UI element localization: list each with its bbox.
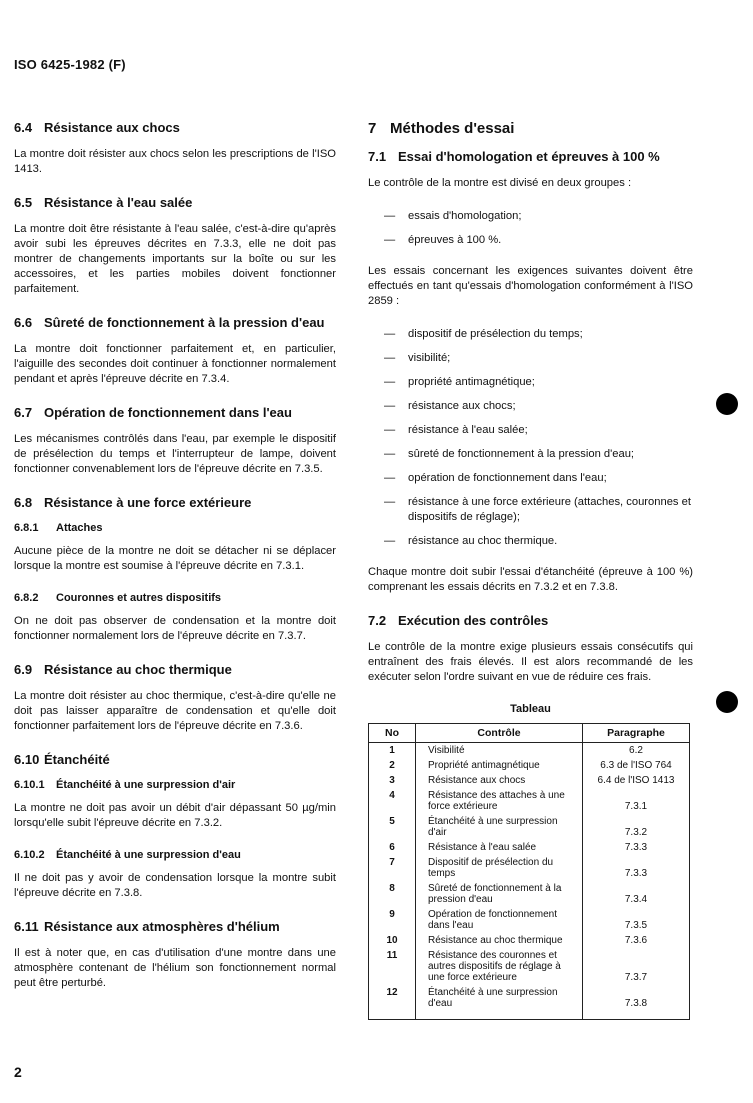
row-paragraph: 7.3.8 <box>583 985 690 1011</box>
table-row <box>369 985 690 1011</box>
list-item: — opération de fonctionnement dans l'eau; <box>384 472 607 484</box>
table-row <box>369 814 690 840</box>
row-number: 5 <box>369 814 416 840</box>
section-6-9-body: La montre doit résister au choc thermique, c'est-à-dire qu'elle ne doit pas laisser apparaître de condensation et qu'elle doit fonctionner parfaitement lors de l'épreuve décrite en 7.3.6. <box>14 690 336 732</box>
row-paragraph: 7.3.3 <box>583 855 690 881</box>
row-number: 3 <box>369 773 416 788</box>
table-row <box>369 788 690 814</box>
row-paragraph: 6.2 <box>583 743 690 759</box>
column-header-control: Contrôle <box>416 724 583 743</box>
row-control: Étanchéité à une surpression d'eau <box>416 985 583 1011</box>
row-control: Résistance des couronnes et autres dispositifs de réglage à une force extérieure <box>416 948 583 985</box>
section-6-11-heading: 6.11 Résistance aux atmosphères d'hélium <box>14 919 280 934</box>
row-number: 6 <box>369 840 416 855</box>
section-7-1-para3: Chaque montre doit subir l'essai d'étanchéité (épreuve à 100 %) comprenant les essais décrits en 7.3.2 et en 7.3.8. <box>368 566 693 593</box>
left-column <box>14 120 336 1009</box>
list-item: — visibilité; <box>384 352 451 364</box>
row-number: 4 <box>369 788 416 814</box>
table-row <box>369 758 690 773</box>
section-6-10-2-body: Il ne doit pas y avoir de condensation lorsque la montre subit l'épreuve décrite en 7.3.8. <box>14 872 336 899</box>
row-control: Visibilité <box>416 743 583 759</box>
list-item: — essais d'homologation; <box>384 210 522 222</box>
row-paragraph: 6.3 de l'ISO 764 <box>583 758 690 773</box>
column-header-paragraph: Paragraphe <box>583 724 690 743</box>
requirement-list <box>368 327 693 549</box>
document-header: ISO 6425-1982 (F) <box>14 57 126 72</box>
row-paragraph: 6.4 de l'ISO 1413 <box>583 773 690 788</box>
section-6-5-body: La montre doit être résistante à l'eau salée, c'est-à-dire qu'après avoir subi les épreuves décrites en 7.3.3, elle ne doit pas montrer de changements importants sur la boîte ou sur les accessoires, et les parties mobiles doivent fonctionner parfaitement. <box>14 223 336 295</box>
table-header-row <box>369 724 690 743</box>
row-paragraph: 7.3.3 <box>583 840 690 855</box>
table-row <box>369 840 690 855</box>
list-item: — résistance aux chocs; <box>384 400 516 412</box>
row-paragraph: 7.3.5 <box>583 907 690 933</box>
section-6-4-heading: 6.4 Résistance aux chocs <box>14 120 180 135</box>
row-control: Dispositif de présélection du temps <box>416 855 583 881</box>
row-control: Étanchéité à une surpression d'air <box>416 814 583 840</box>
row-number: 9 <box>369 907 416 933</box>
section-7-2-heading: 7.2 Exécution des contrôles <box>368 613 549 628</box>
section-6-10-2-heading: 6.10.2 Étanchéité à une surpression d'eau <box>14 849 241 861</box>
section-6-6-heading: 6.6 Sûreté de fonctionnement à la pression d'eau <box>14 315 325 330</box>
table-row <box>369 948 690 985</box>
table-row <box>369 743 690 759</box>
section-6-8-heading: 6.8 Résistance à une force extérieure <box>14 495 252 510</box>
section-6-11-body: Il est à noter que, en cas d'utilisation d'une montre dans une atmosphère contenant de l'hélium son fonctionnement normal peut être perturbé. <box>14 947 336 989</box>
row-number: 8 <box>369 881 416 907</box>
row-control: Résistance à l'eau salée <box>416 840 583 855</box>
control-table <box>368 723 690 1020</box>
table-row <box>369 933 690 948</box>
column-header-no: No <box>369 724 416 743</box>
section-7-1-heading: 7.1 Essai d'homologation et épreuves à 100 % <box>368 149 660 164</box>
table-row <box>369 881 690 907</box>
list-item: — propriété antimagnétique; <box>384 376 535 388</box>
table-row <box>369 773 690 788</box>
section-6-9-heading: 6.9 Résistance au choc thermique <box>14 662 232 677</box>
right-column <box>368 120 693 1020</box>
row-number: 10 <box>369 933 416 948</box>
row-number: 12 <box>369 985 416 1011</box>
row-control: Résistance aux chocs <box>416 773 583 788</box>
section-7-1-para2: Les essais concernant les exigences suivantes doivent être effectués en tant qu'essais d'homologation conformément à l'ISO 2859 : <box>368 265 693 307</box>
section-7-heading: 7 Méthodes d'essai <box>368 120 515 137</box>
section-6-8-2-heading: 6.8.2 Couronnes et autres dispositifs <box>14 592 222 604</box>
page-number: 2 <box>14 1064 22 1080</box>
table-row <box>369 907 690 933</box>
row-control: Opération de fonctionnement dans l'eau <box>416 907 583 933</box>
row-paragraph: 7.3.7 <box>583 948 690 985</box>
row-paragraph: 7.3.1 <box>583 788 690 814</box>
section-6-10-1-body: La montre ne doit pas avoir un débit d'air dépassant 50 µg/min lorsqu'elle subit l'épreuve décrite en 7.3.2. <box>14 802 336 829</box>
row-paragraph: 7.3.4 <box>583 881 690 907</box>
row-control: Résistance des attaches à une force extérieure <box>416 788 583 814</box>
row-paragraph: 7.3.2 <box>583 814 690 840</box>
row-number: 1 <box>369 743 416 759</box>
list-item: — résistance à l'eau salée; <box>384 424 528 436</box>
section-6-8-2-body: On ne doit pas observer de condensation et la montre doit fonctionner normalement lors de l'épreuve décrite en 7.3.7. <box>14 615 336 642</box>
section-6-4-body: La montre doit résister aux chocs selon les prescriptions de l'ISO 1413. <box>14 148 336 175</box>
section-7-1-intro: Le contrôle de la montre est divisé en deux groupes : <box>368 177 632 189</box>
list-item: — dispositif de présélection du temps; <box>384 328 583 340</box>
row-control: Propriété antimagnétique <box>416 758 583 773</box>
table-title: Tableau <box>510 703 551 715</box>
row-control: Sûreté de fonctionnement à la pression d'eau <box>416 881 583 907</box>
row-number: 11 <box>369 948 416 985</box>
section-6-10-heading: 6.10 Étanchéité <box>14 752 110 767</box>
list-item: — épreuves à 100 %. <box>384 234 502 246</box>
row-paragraph: 7.3.6 <box>583 933 690 948</box>
list-item: — résistance au choc thermique. <box>384 535 558 547</box>
list-item: — résistance à une force extérieure (attaches, couronnes et dispositifs de réglage); <box>384 496 691 523</box>
row-number: 2 <box>369 758 416 773</box>
table-row <box>369 855 690 881</box>
row-control: Résistance au choc thermique <box>416 933 583 948</box>
row-number: 7 <box>369 855 416 881</box>
punch-hole-mark <box>716 691 738 713</box>
section-6-8-1-body: Aucune pièce de la montre ne doit se détacher ni se déplacer lorsque la montre est soumise à l'épreuve décrite en 7.3.1. <box>14 545 336 572</box>
section-7-2-body: Le contrôle de la montre exige plusieurs essais consécutifs qui entraînent des frais élevés. Il est alors recommandé de les exécuter selon l'ordre suivant en vue de réduire ces frais. <box>368 641 693 683</box>
section-6-6-body: La montre doit fonctionner parfaitement et, en particulier, l'aiguille des secondes doit continuer à fonctionner normalement pendant et après l'épreuve décrite en 7.3.4. <box>14 343 336 385</box>
section-6-8-1-heading: 6.8.1 Attaches <box>14 522 103 534</box>
section-6-5-heading: 6.5 Résistance à l'eau salée <box>14 195 193 210</box>
section-6-7-heading: 6.7 Opération de fonctionnement dans l'eau <box>14 405 292 420</box>
punch-hole-mark <box>716 393 738 415</box>
section-6-7-body: Les mécanismes contrôlés dans l'eau, par exemple le dispositif de présélection du temps et l'interrupteur de lampe, doivent fonctionner convenablement lors de l'épreuve décrite en 7.3.5. <box>14 433 336 475</box>
group-list <box>368 209 693 248</box>
section-6-10-1-heading: 6.10.1 Étanchéité à une surpression d'air <box>14 779 236 791</box>
list-item: — sûreté de fonctionnement à la pression d'eau; <box>384 448 635 460</box>
